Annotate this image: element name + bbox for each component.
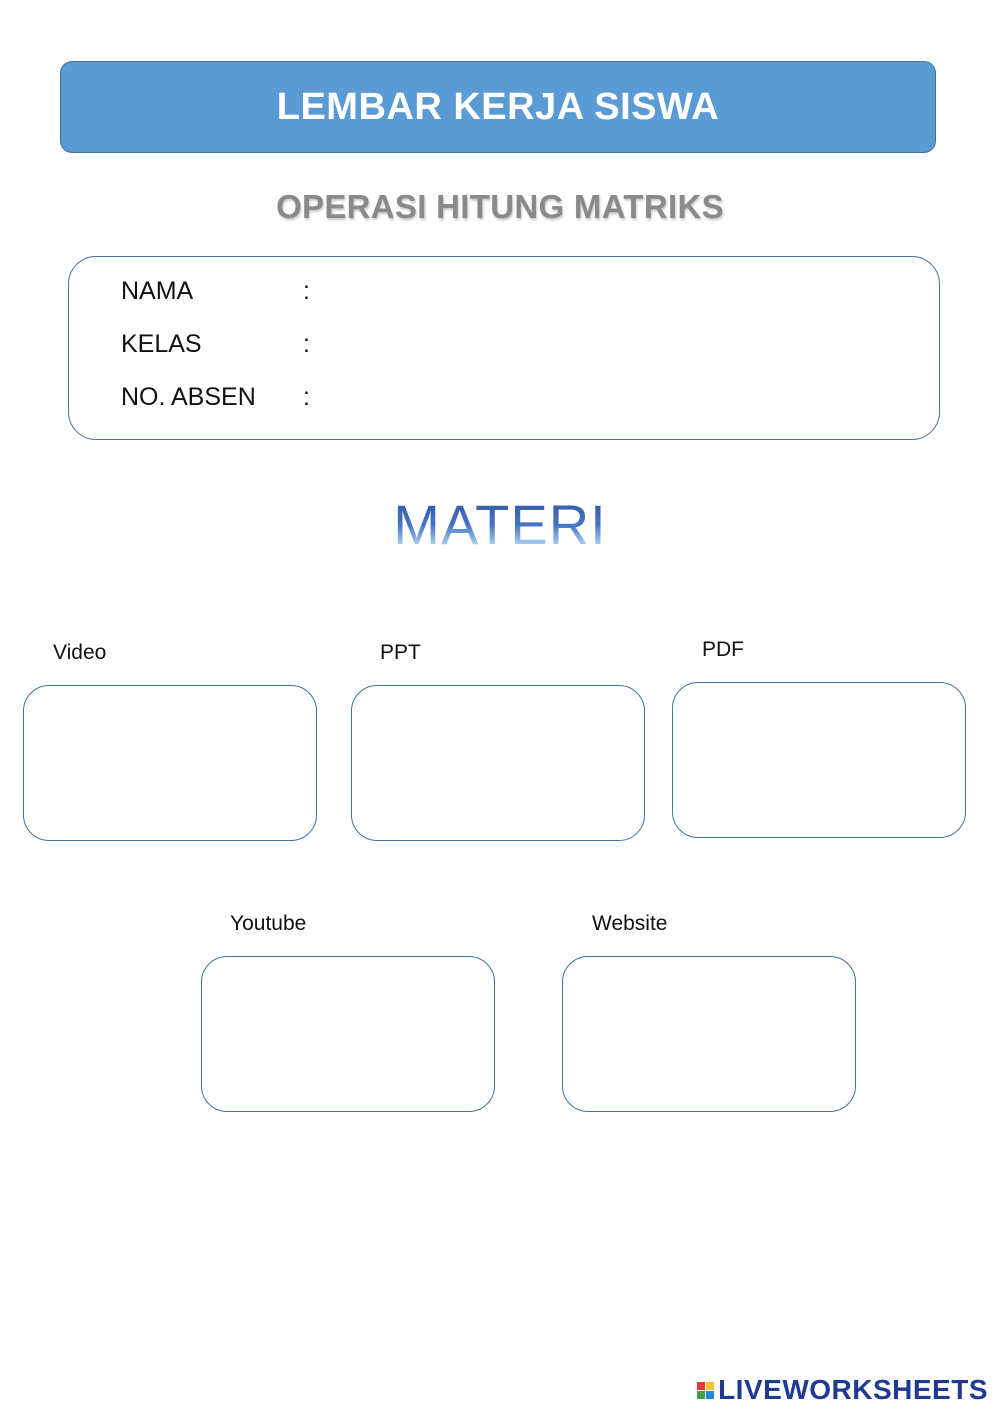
- video-label: Video: [53, 641, 107, 664]
- video-link-box[interactable]: [23, 685, 317, 841]
- youtube-label: Youtube: [230, 912, 307, 935]
- identity-separator: :: [303, 383, 310, 411]
- ppt-link-box[interactable]: [351, 685, 645, 841]
- website-label: Website: [592, 912, 668, 935]
- page-title: LEMBAR KERJA SISWA: [276, 85, 720, 128]
- worksheet-subtitle: OPERASI HITUNG MATRIKS: [276, 188, 724, 225]
- youtube-link-box[interactable]: [201, 956, 495, 1112]
- materi-title-text: MATERI: [393, 493, 607, 556]
- identity-label: NAMA: [121, 277, 194, 305]
- header-banner: [60, 61, 936, 153]
- identity-box: [68, 256, 940, 440]
- identity-label: KELAS: [121, 330, 202, 358]
- identity-separator: :: [303, 277, 310, 305]
- materi-title: [0, 492, 1000, 557]
- identity-row-nama: [121, 277, 310, 306]
- liveworksheets-logo: [697, 1374, 988, 1406]
- identity-label: NO. ABSEN: [121, 383, 256, 411]
- pdf-label: PDF: [702, 638, 744, 661]
- pdf-link-box[interactable]: [672, 682, 966, 838]
- identity-separator: :: [303, 330, 310, 358]
- liveworksheets-icon: [697, 1382, 714, 1399]
- website-link-box[interactable]: [562, 956, 856, 1112]
- identity-row-kelas: [121, 330, 310, 359]
- liveworksheets-brand: LIVEWORKSHEETS: [718, 1374, 988, 1405]
- ppt-label: PPT: [380, 641, 421, 664]
- identity-row-no-absen: [121, 383, 310, 412]
